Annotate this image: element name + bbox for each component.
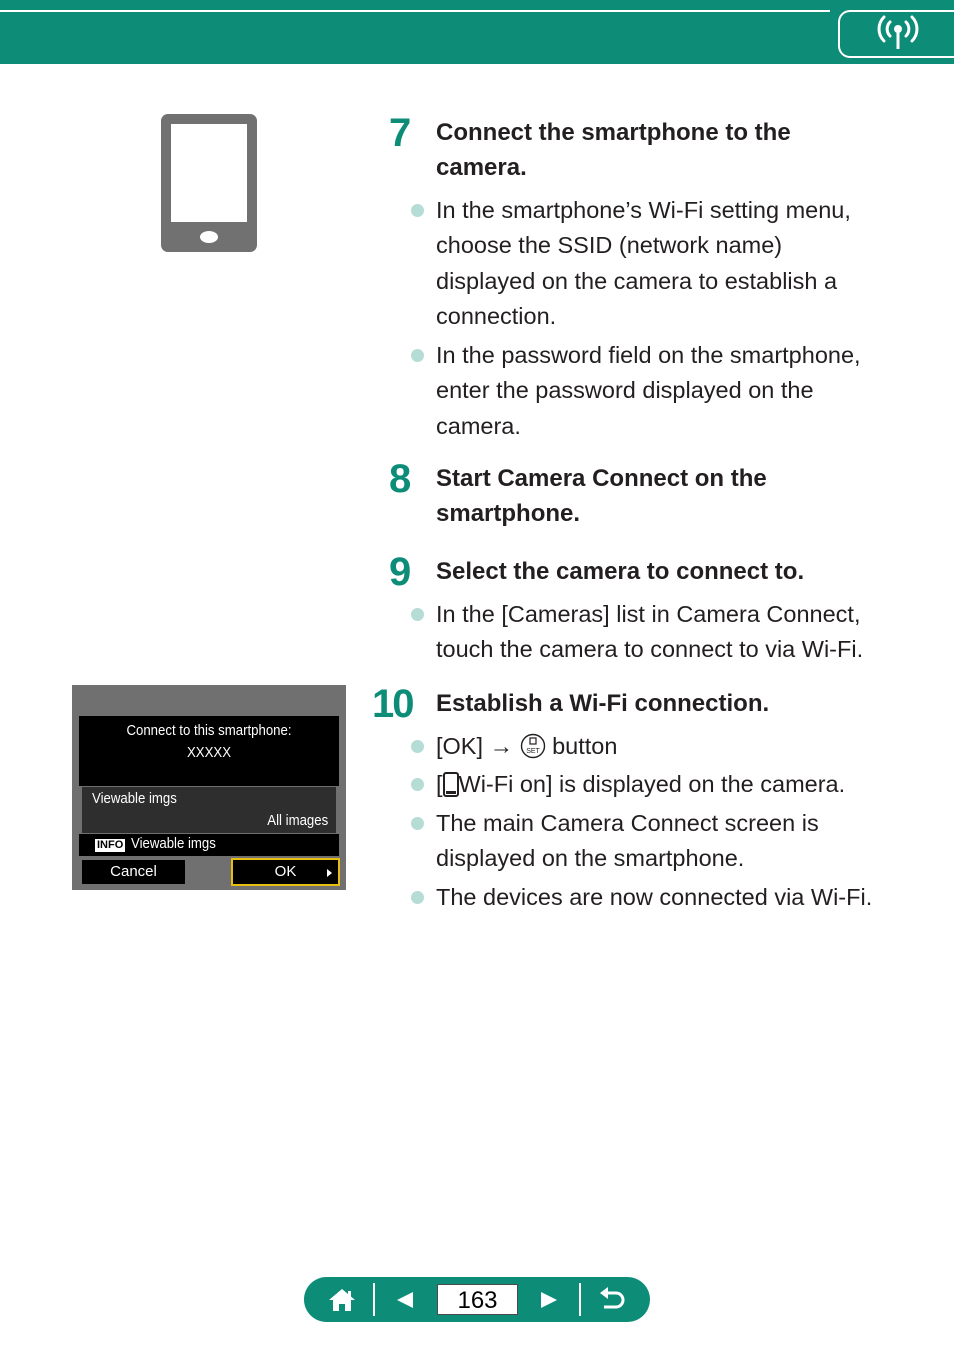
nav-divider (579, 1283, 581, 1316)
option-label: Viewable imgs (92, 790, 177, 807)
step-title: Select the camera to connect to. (436, 558, 805, 585)
list-item: In the password field on the smartphone, enter the password displayed on the camera. (436, 338, 886, 444)
list-item (436, 767, 886, 802)
page-number: 163 (437, 1284, 518, 1315)
prev-arrow-icon[interactable] (395, 1290, 415, 1310)
list-item-text: [ (436, 771, 443, 797)
info-badge: INFO (97, 839, 124, 851)
list-item: The devices are now connected via Wi-Fi. (436, 880, 886, 915)
ok-button (231, 858, 340, 886)
step-title: Connect the smartphone to the camera. (436, 119, 791, 181)
nav-divider (373, 1283, 375, 1316)
next-arrow-icon[interactable] (539, 1290, 559, 1310)
camera-screen (72, 685, 346, 890)
ssid-value: XXXXX (186, 744, 232, 761)
wireless-antenna-icon (876, 15, 920, 51)
step-number: 8 (389, 457, 410, 501)
header-rule (0, 10, 830, 12)
step-number: 7 (389, 111, 410, 155)
cancel-button: Cancel (82, 860, 185, 884)
list-item: The main Camera Connect screen is displayed on the smartphone. (436, 806, 886, 877)
step-title: Start Camera Connect on the smartphone. (436, 465, 767, 527)
ok-label: OK (274, 863, 297, 880)
page-header (0, 0, 954, 64)
set-button-icon (520, 733, 546, 759)
list-item-text: Wi-Fi on] is displayed on the camera. (458, 771, 846, 797)
info-text: Viewable imgs (131, 835, 216, 852)
list-item: In the smartphone’s Wi-Fi setting menu, choose the SSID (network name) displayed on the camera to establish a connection. (436, 193, 886, 334)
step-title: Establish a Wi-Fi connection. (436, 690, 770, 717)
info-row (79, 834, 339, 856)
list-item-text: [OK] → (436, 733, 520, 759)
viewable-images-option (82, 787, 336, 833)
message-line: Connect to this smartphone: (126, 722, 292, 739)
smartphone-icon (443, 772, 459, 797)
list-item: In the [Cameras] list in Camera Connect, touch the camera to connect to via Wi-Fi. (436, 597, 886, 668)
page-navigation (304, 1277, 650, 1322)
step-number: 9 (389, 550, 410, 594)
list-item (436, 729, 886, 764)
right-arrow-icon (327, 869, 332, 877)
option-value: All images (267, 812, 328, 829)
connection-message (79, 716, 339, 786)
return-icon[interactable] (598, 1287, 626, 1313)
smartphone-icon (160, 113, 258, 253)
step-number: 10 (372, 682, 413, 726)
list-item-text: button (545, 733, 618, 759)
home-icon[interactable] (327, 1287, 357, 1313)
svg-text:SET: SET (525, 748, 540, 755)
